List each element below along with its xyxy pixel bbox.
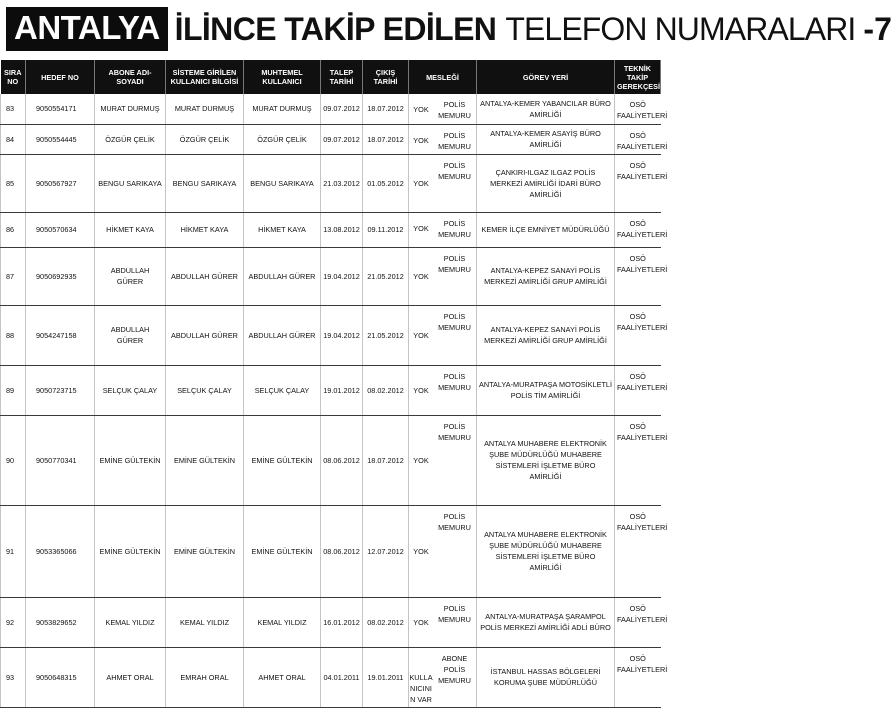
meslek-cell — [409, 154, 477, 212]
meslek-text: POLİS MEMURU — [438, 100, 471, 120]
abone-cell: KEMAL YILDIZ — [95, 597, 166, 647]
meslek-cell — [409, 247, 477, 305]
durum-text: YOK — [413, 617, 429, 627]
gerekce-cell: OSÖ FAALİYETLERİ — [615, 415, 661, 505]
hedef-no-cell: 9050692935 — [26, 247, 95, 305]
sira-no-cell: 88 — [1, 305, 26, 365]
durum-text: YOK — [413, 330, 429, 340]
headline-province-box: ANTALYA — [6, 7, 168, 51]
meslek-text: POLİS MEMURU — [438, 160, 471, 181]
cikis-tarihi-cell: 21.05.2012 — [363, 305, 409, 365]
table-row — [1, 212, 661, 247]
hedef-no-cell: 9050567927 — [26, 154, 95, 212]
meslek-text: ABONE POLİS MEMURU — [438, 653, 471, 685]
table-row — [1, 365, 661, 415]
talep-tarihi-cell: 08.06.2012 — [321, 505, 363, 597]
durum-text: YOK — [413, 178, 429, 188]
table-body — [1, 94, 668, 707]
durum-text: YOK — [413, 455, 429, 465]
muhtemel-kullanici-cell: BENGU SARIKAYA — [244, 154, 321, 212]
abone-cell: SELÇUK ÇALAY — [95, 365, 166, 415]
gorev-yeri-cell: ANTALYA-MURATPAŞA MOTOSİKLETLİ POLİS TİM AMİRLİĞİ — [477, 365, 615, 415]
cikis-tarihi-cell: 18.07.2012 — [363, 415, 409, 505]
hedef-no-cell: 9050554445 — [26, 124, 95, 154]
gorev-yeri-cell: İSTANBUL HASSAS BÖLGELERİ KORUMA ŞUBE MÜDÜRLÜĞÜ — [477, 647, 615, 707]
talep-tarihi-cell: 08.06.2012 — [321, 415, 363, 505]
gerekce-cell: OSÖ FAALİYETLERİ — [615, 647, 661, 707]
gerekce-cell: OSÖ FAALİYETLERİ — [615, 94, 661, 124]
meslek-cell — [409, 94, 477, 124]
muhtemel-kullanici-cell: EMİNE GÜLTEKİN — [244, 415, 321, 505]
abone-cell: ABDULLAH GÜRER — [95, 305, 166, 365]
headline-thin-text: TELEFON NUMARALARI — [505, 10, 856, 47]
durum-text: YOK — [413, 135, 429, 145]
talep-tarihi-cell: 21.03.2012 — [321, 154, 363, 212]
gerekce-cell: OSÖ FAALİYETLERİ — [615, 365, 661, 415]
hedef-no-cell: 9053365066 — [26, 505, 95, 597]
talep-tarihi-cell: 04.01.2011 — [321, 647, 363, 707]
hedef-no-cell: 9050554171 — [26, 94, 95, 124]
gorev-yeri-cell: ANTALYA MUHABERE ELEKTRONİK ŞUBE MÜDÜRLÜĞÜ MUHABERE SİSTEMLERİ İŞLETME BÜRO AMİRLİĞİ — [477, 415, 615, 505]
gorev-yeri-cell: ÇANKIRI-ILGAZ ILGAZ POLİS MERKEZİ AMİRLİĞİ İDARİ BÜRO AMİRLİĞİ — [477, 154, 615, 212]
col-header-gerekce: TEKNİK TAKİP GEREKÇESİ — [615, 60, 661, 94]
muhtemel-kullanici-cell: SELÇUK ÇALAY — [244, 365, 321, 415]
gerekce-cell: OSÖ FAALİYETLERİ — [615, 247, 661, 305]
col-header-sira-no: SIRA NO — [1, 60, 26, 94]
hedef-no-cell: 9053829652 — [26, 597, 95, 647]
muhtemel-kullanici-cell: ÖZGÜR ÇELİK — [244, 124, 321, 154]
talep-tarihi-cell: 09.07.2012 — [321, 124, 363, 154]
hedef-no-cell: 9050770341 — [26, 415, 95, 505]
table-row — [1, 505, 661, 597]
muhtemel-kullanici-cell: ABDULLAH GÜRER — [244, 247, 321, 305]
gorev-yeri-cell: ANTALYA-KEMER ASAYİŞ BÜRO AMİRLİĞİ — [477, 124, 615, 154]
sistem-kullanici-cell: EMİNE GÜLTEKİN — [166, 415, 244, 505]
meslek-cell — [409, 647, 477, 707]
hedef-no-cell: 9050648315 — [26, 647, 95, 707]
sira-no-cell: 89 — [1, 365, 26, 415]
durum-text: YOK — [413, 385, 429, 395]
sira-no-cell: 91 — [1, 505, 26, 597]
hedef-no-cell: 9050723715 — [26, 365, 95, 415]
gorev-yeri-cell: ANTALYA-KEMER YABANCILAR BÜRO AMİRLİĞİ — [477, 94, 615, 124]
headline-bold-text: İLİNCE TAKİP EDİLEN — [174, 10, 497, 47]
muhtemel-kullanici-cell: MURAT DURMUŞ — [244, 94, 321, 124]
meslek-text: POLİS MEMURU — [438, 130, 471, 151]
headline — [6, 6, 892, 52]
durum-text: YOK — [413, 271, 429, 281]
gerekce-cell: OSÖ FAALİYETLERİ — [615, 212, 661, 247]
table-row — [1, 415, 661, 505]
muhtemel-kullanici-cell: ABDULLAH GÜRER — [244, 305, 321, 365]
cikis-tarihi-cell: 19.01.2011 — [363, 647, 409, 707]
sira-no-cell: 90 — [1, 415, 26, 505]
sistem-kullanici-cell: EMİNE GÜLTEKİN — [166, 505, 244, 597]
abone-cell: HİKMET KAYA — [95, 212, 166, 247]
muhtemel-kullanici-cell: KEMAL YILDIZ — [244, 597, 321, 647]
durum-text: YOK — [413, 546, 429, 556]
abone-cell: ÖZGÜR ÇELİK — [95, 124, 166, 154]
hedef-no-cell: 9050570634 — [26, 212, 95, 247]
cikis-tarihi-cell: 09.11.2012 — [363, 212, 409, 247]
sira-no-cell: 83 — [1, 94, 26, 124]
col-header-cikis: ÇIKIŞ TARİHİ — [363, 60, 409, 94]
meslek-text: POLİS MEMURU — [438, 421, 471, 442]
table-row — [1, 124, 661, 154]
table-row — [1, 647, 661, 707]
meslek-text: POLİS MEMURU — [438, 218, 471, 239]
sistem-kullanici-cell: HİKMET KAYA — [166, 212, 244, 247]
meslek-text: POLİS MEMURU — [438, 603, 471, 624]
cikis-tarihi-cell: 18.07.2012 — [363, 124, 409, 154]
table-header-row — [1, 60, 661, 94]
meslek-cell — [409, 124, 477, 154]
talep-tarihi-cell: 19.01.2012 — [321, 365, 363, 415]
meslek-text: POLİS MEMURU — [438, 511, 471, 532]
sira-no-cell: 87 — [1, 247, 26, 305]
sira-no-cell: 85 — [1, 154, 26, 212]
durum-text: YOK — [413, 223, 429, 233]
meslek-cell — [409, 597, 477, 647]
abone-cell: EMİNE GÜLTEKİN — [95, 415, 166, 505]
muhtemel-kullanici-cell: AHMET ORAL — [244, 647, 321, 707]
abone-cell: AHMET ORAL — [95, 647, 166, 707]
gorev-yeri-cell: KEMER İLÇE EMNİYET MÜDÜRLÜĞÜ — [477, 212, 615, 247]
muhtemel-kullanici-cell: HİKMET KAYA — [244, 212, 321, 247]
table-row — [1, 154, 661, 212]
gerekce-cell: OSÖ FAALİYETLERİ — [615, 124, 661, 154]
col-header-abone: ABONE ADI-SOYADI — [95, 60, 166, 94]
cikis-tarihi-cell: 12.07.2012 — [363, 505, 409, 597]
abone-cell: MURAT DURMUŞ — [95, 94, 166, 124]
gorev-yeri-cell: ANTALYA-KEPEZ SANAYİ POLİS MERKEZİ AMİRLİĞİ GRUP AMİRLİĞİ — [477, 305, 615, 365]
abone-cell: BENGU SARIKAYA — [95, 154, 166, 212]
gerekce-cell: OSÖ FAALİYETLERİ — [615, 154, 661, 212]
talep-tarihi-cell: 09.07.2012 — [321, 94, 363, 124]
gerekce-cell: OSÖ FAALİYETLERİ — [615, 505, 661, 597]
col-header-hedef-no: HEDEF NO — [26, 60, 95, 94]
meslek-cell — [409, 305, 477, 365]
headline-part-number: -7 — [863, 10, 892, 47]
sistem-kullanici-cell: KEMAL YILDIZ — [166, 597, 244, 647]
table-row — [1, 247, 661, 305]
sistem-kullanici-cell: BENGU SARIKAYA — [166, 154, 244, 212]
col-header-meslek: MESLEĞİ — [409, 60, 477, 94]
cikis-tarihi-cell: 21.05.2012 — [363, 247, 409, 305]
table-row — [1, 305, 661, 365]
sistem-kullanici-cell: ABDULLAH GÜRER — [166, 247, 244, 305]
abone-cell: EMİNE GÜLTEKİN — [95, 505, 166, 597]
abone-cell: ABDULLAH GÜRER — [95, 247, 166, 305]
meslek-text: POLİS MEMURU — [438, 311, 471, 332]
table-row — [1, 597, 661, 647]
table-row — [1, 94, 661, 124]
meslek-cell — [409, 212, 477, 247]
sistem-kullanici-cell: ABDULLAH GÜRER — [166, 305, 244, 365]
talep-tarihi-cell: 13.08.2012 — [321, 212, 363, 247]
talep-tarihi-cell: 16.01.2012 — [321, 597, 363, 647]
durum-text: YOK — [413, 105, 429, 114]
gorev-yeri-cell: ANTALYA MUHABERE ELEKTRONİK ŞUBE MÜDÜRLÜĞÜ MUHABERE SİSTEMLERİ İŞLETME BÜRO AMİRLİĞİ — [477, 505, 615, 597]
cikis-tarihi-cell: 08.02.2012 — [363, 365, 409, 415]
gorev-yeri-cell: ANTALYA-MURATPAŞA ŞARAMPOL POLİS MERKEZİ AMİRLİĞİ ADLİ BÜRO — [477, 597, 615, 647]
sistem-kullanici-cell: EMRAH ORAL — [166, 647, 244, 707]
tracked-numbers-table — [0, 60, 668, 708]
meslek-cell — [409, 505, 477, 597]
sira-no-cell: 93 — [1, 647, 26, 707]
sira-no-cell: 92 — [1, 597, 26, 647]
sira-no-cell: 86 — [1, 212, 26, 247]
col-header-gorev: GÖREV YERİ — [477, 60, 615, 94]
col-header-sistem: SİSTEME GİRİLEN KULLANICI BİLGİSİ — [166, 60, 244, 94]
durum-text: KULLANICININ VAR — [409, 672, 433, 704]
meslek-cell — [409, 365, 477, 415]
gerekce-cell: OSÖ FAALİYETLERİ — [615, 597, 661, 647]
sistem-kullanici-cell: ÖZGÜR ÇELİK — [166, 124, 244, 154]
sistem-kullanici-cell: MURAT DURMUŞ — [166, 94, 244, 124]
meslek-text: POLİS MEMURU — [438, 371, 471, 392]
talep-tarihi-cell: 19.04.2012 — [321, 247, 363, 305]
sistem-kullanici-cell: SELÇUK ÇALAY — [166, 365, 244, 415]
gorev-yeri-cell: ANTALYA-KEPEZ SANAYİ POLİS MERKEZİ AMİRLİĞİ GRUP AMİRLİĞİ — [477, 247, 615, 305]
col-header-muhtemel: MUHTEMEL KULLANICI — [244, 60, 321, 94]
gerekce-cell: OSÖ FAALİYETLERİ — [615, 305, 661, 365]
talep-tarihi-cell: 19.04.2012 — [321, 305, 363, 365]
sira-no-cell: 84 — [1, 124, 26, 154]
hedef-no-cell: 9054247158 — [26, 305, 95, 365]
cikis-tarihi-cell: 08.02.2012 — [363, 597, 409, 647]
col-header-talep: TALEP TARİHİ — [321, 60, 363, 94]
cikis-tarihi-cell: 18.07.2012 — [363, 94, 409, 124]
cikis-tarihi-cell: 01.05.2012 — [363, 154, 409, 212]
meslek-text: POLİS MEMURU — [438, 253, 471, 274]
muhtemel-kullanici-cell: EMİNE GÜLTEKİN — [244, 505, 321, 597]
meslek-cell — [409, 415, 477, 505]
